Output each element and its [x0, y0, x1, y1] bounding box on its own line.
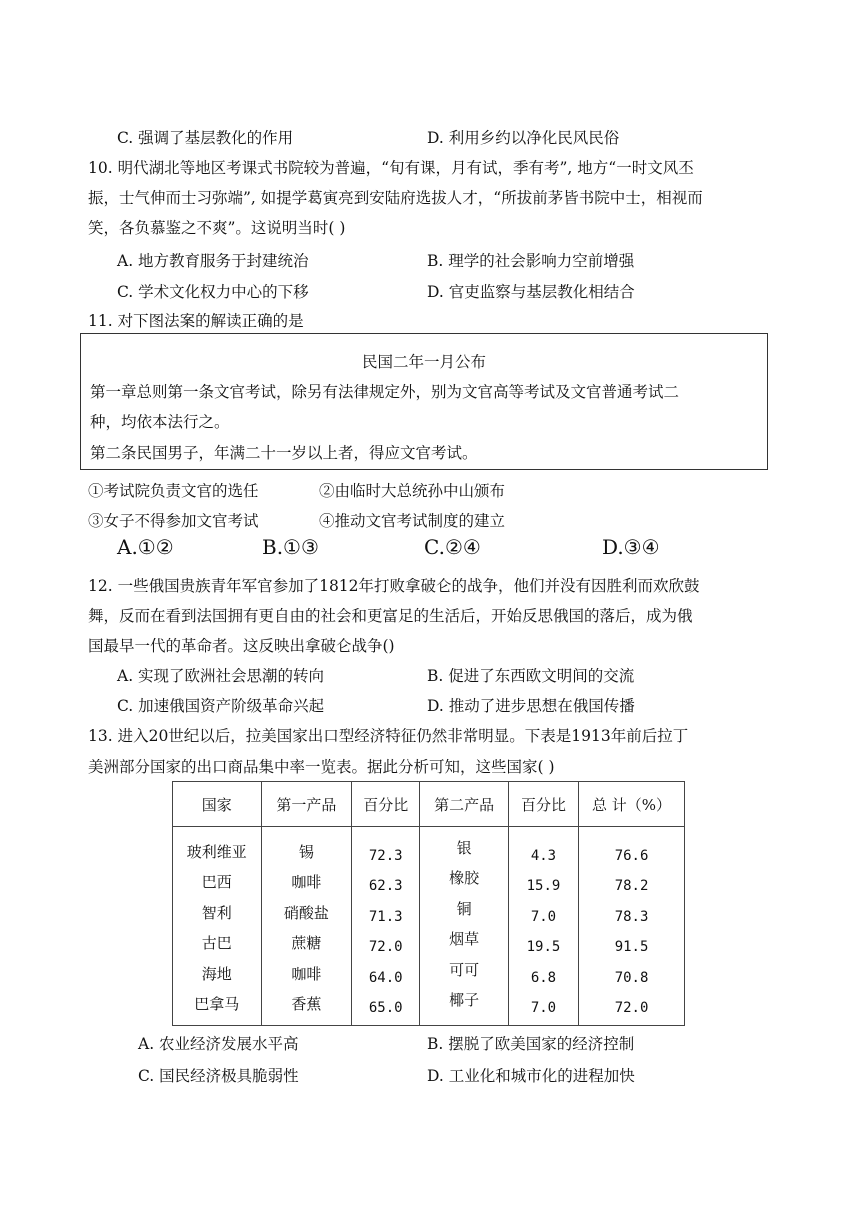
q12-option-b: B. 促进了东西欧文明间的交流 [427, 667, 635, 685]
first-percent-column [352, 827, 420, 1026]
header-second-product: 第二产品 [420, 782, 509, 827]
first-percent-cell: 64.0 [368, 969, 403, 986]
country-cell: 玻利维亚 [186, 843, 247, 861]
country-column [173, 827, 262, 1026]
second-product-cell: 烟草 [449, 930, 480, 949]
total-cell: 78.3 [614, 908, 649, 925]
table-row [173, 827, 685, 1026]
second-percent-cell: 7.0 [530, 908, 557, 925]
q10-option-c: C. 学术文化权力中心的下移 [117, 283, 309, 301]
q11-stem: 11. 对下图法案的解读正确的是 [88, 312, 304, 330]
first-product-cell: 咖啡 [291, 873, 322, 892]
q12-stem-line-3: 国最早一代的革命者。这反映出拿破仑战争() [88, 637, 395, 655]
country-cell: 巴西 [201, 873, 232, 892]
q10-option-d: D. 官吏监察与基层教化相结合 [427, 283, 635, 301]
table-header-row [173, 782, 685, 827]
header-country: 国家 [173, 782, 262, 827]
first-percent-cell: 62.3 [368, 878, 403, 895]
first-percent-cell: 71.3 [368, 908, 403, 925]
first-percent-cell: 65.0 [368, 999, 403, 1016]
second-product-cell: 可可 [449, 960, 480, 979]
total-cell: 76.6 [614, 848, 649, 864]
second-percent-cell: 7.0 [530, 999, 557, 1016]
first-product-column [261, 827, 352, 1026]
header-total: 总 计（%） [579, 782, 685, 827]
statute-title: 民国二年一月公布 [361, 353, 486, 371]
q13-option-a: A. 农业经济发展水平高 [138, 1035, 299, 1053]
header-first-percent: 百分比 [352, 782, 420, 827]
q11-option-b: B.①③ [262, 535, 319, 559]
first-product-cell: 蔗糖 [291, 934, 322, 953]
q12-option-a: A. 实现了欧洲社会思潮的转向 [117, 667, 325, 685]
q11-statement-2: ②由临时大总统孙中山颁布 [319, 482, 506, 500]
export-concentration-table [172, 781, 685, 1026]
second-product-cell: 铜 [456, 899, 472, 918]
q9-option-d: D. 利用乡约以净化民风民俗 [427, 129, 620, 147]
country-cell: 巴拿马 [194, 994, 240, 1013]
country-cell: 海地 [201, 964, 232, 983]
total-cell: 70.8 [614, 969, 649, 986]
country-cell: 智利 [201, 903, 232, 922]
q13-option-b: B. 摆脱了欧美国家的经济控制 [427, 1035, 635, 1053]
first-percent-cell: 72.0 [368, 939, 403, 956]
second-percent-cell: 4.3 [530, 848, 557, 864]
total-cell: 78.2 [614, 878, 649, 895]
q13-option-d: D. 工业化和城市化的进程加快 [427, 1067, 635, 1085]
first-product-cell: 香蕉 [291, 994, 322, 1013]
q9-option-c: C. 强调了基层教化的作用 [117, 129, 294, 147]
q11-option-d: D.③④ [602, 535, 660, 559]
total-column [579, 827, 685, 1026]
q11-statement-4: ④推动文官考试制度的建立 [319, 512, 506, 530]
second-percent-column [508, 827, 578, 1026]
q11-option-c: C.②④ [424, 535, 481, 559]
q10-stem-line-1: 10. 明代湖北等地区考课式书院较为普遍，“旬有课，月有试，季有考”, 地方“一时文风丕 [88, 159, 694, 177]
q12-stem-line-1: 12. 一些俄国贵族青年军官参加了1812年打败拿破仑的战争，他们并没有因胜利而欢欣鼓 [88, 577, 700, 595]
statute-line-1: 第一章总则第一条文官考试，除另有法律规定外，别为文官高等考试及文官普通考试二 [90, 383, 680, 401]
second-product-column [420, 827, 509, 1026]
q10-option-b: B. 理学的社会影响力空前增强 [427, 252, 635, 270]
first-product-cell: 锡 [298, 843, 314, 861]
second-product-cell: 银 [456, 839, 472, 857]
statute-line-3: 第二条民国男子，年满二十一岁以上者，得应文官考试。 [90, 444, 478, 462]
total-cell: 91.5 [614, 939, 649, 956]
second-percent-cell: 15.9 [526, 878, 561, 895]
q13-stem-line-2: 美洲部分国家的出口商品集中率一览表。据此分析可知，这些国家( ) [88, 758, 555, 776]
second-percent-cell: 19.5 [526, 939, 561, 956]
first-percent-cell: 72.3 [368, 848, 403, 864]
country-cell: 古巴 [201, 934, 232, 953]
second-product-cell: 椰子 [449, 990, 480, 1009]
q13-option-c: C. 国民经济极具脆弱性 [138, 1067, 299, 1085]
q10-option-a: A. 地方教育服务于封建统治 [117, 252, 309, 270]
header-second-percent: 百分比 [508, 782, 578, 827]
first-product-cell: 硝酸盐 [283, 903, 329, 922]
q13-stem-line-1: 13. 进入20世纪以后，拉美国家出口型经济特征仍然非常明显。下表是1913年前后拉丁 [88, 727, 689, 745]
total-cell: 72.0 [614, 999, 649, 1016]
first-product-cell: 咖啡 [291, 964, 322, 983]
q11-statement-1: ①考试院负责文官的选任 [88, 482, 259, 500]
q12-option-d: D. 推动了进步思想在俄国传播 [427, 697, 635, 715]
q12-option-c: C. 加速俄国资产阶级革命兴起 [117, 697, 325, 715]
q12-stem-line-2: 舞，反而在看到法国拥有更自由的社会和更富足的生活后，开始反思俄国的落后，成为俄 [88, 607, 693, 625]
statute-line-2: 种，均依本法行之。 [90, 413, 230, 431]
q11-option-a: A.①② [117, 535, 174, 559]
statute-box [80, 333, 768, 470]
q10-stem-line-2: 振，士气伸而士习弥端”, 如提学葛寅亮到安陆府选拔人才，“所拔前茅皆书院中士，相视而 [88, 189, 703, 207]
q10-stem-line-3: 笑，各负慕鉴之不爽”。这说明当时( ) [88, 219, 346, 237]
second-percent-cell: 6.8 [530, 969, 557, 986]
q11-statement-3: ③女子不得参加文官考试 [88, 512, 259, 530]
header-first-product: 第一产品 [261, 782, 352, 827]
second-product-cell: 橡胶 [449, 869, 480, 888]
